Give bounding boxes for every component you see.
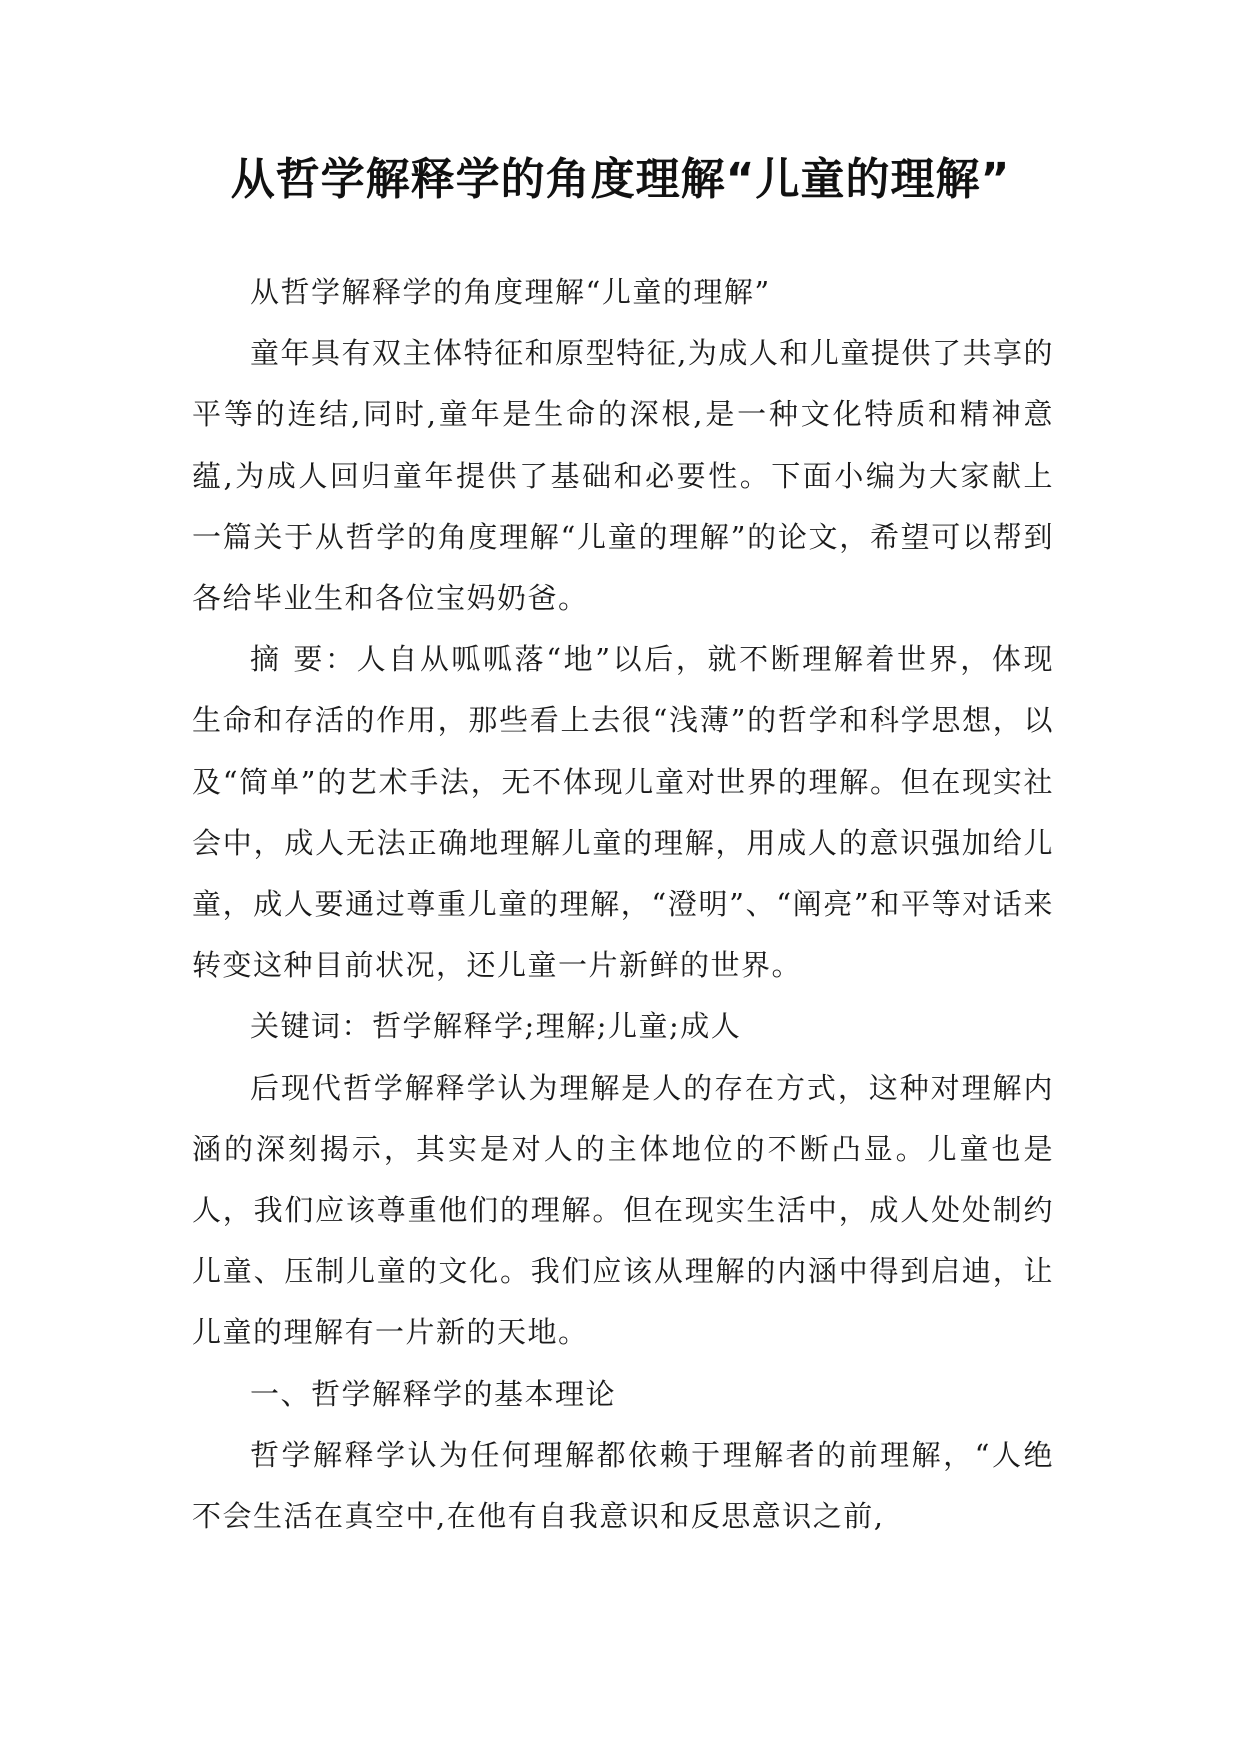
paragraph-keywords: 关键词：哲学解释学;理解;儿童;成人 — [250, 1009, 742, 1044]
document-body — [192, 262, 1054, 1547]
paragraph-body-2: 哲学解释学认为任何理解都依赖于理解者的前理解，“人绝不会生活在真空中,在他有自我意识和反思意识之前, — [192, 1437, 1054, 1534]
paragraph-body-1: 后现代哲学解释学认为理解是人的存在方式，这种对理解内涵的深刻揭示，其实是对人的主体地位的不断凸显。儿童也是人，我们应该尊重他们的理解。但在现实生活中，成人处处制约儿童、压制儿童的文化。我们应该从理解的内涵中得到启迪，让儿童的理解有一片新的天地。 — [192, 1070, 1054, 1350]
paragraph-heading-repeat: 从哲学解释学的角度理解“儿童的理解” — [250, 275, 771, 309]
document-title: 从哲学解释学的角度理解“儿童的理解” — [230, 154, 1011, 205]
section-heading-1: 一、哲学解释学的基本理论 — [250, 1376, 617, 1411]
paragraph-abstract: 摘 要：人自从呱呱落“地”以后，就不断理解着世界，体现生命和存活的作用，那些看上去很“浅薄”的哲学和科学思想，以及“简单”的艺术手法，无不体现儿童对世界的理解。但在现实社会中，成人无法正确地理解儿童的理解，用成人的意识强加给儿童，成人要通过尊重儿童的理解，“澄明”、“阐亮”和平等对话来转变这种目前状况，还儿童一片新鲜的世界。 — [192, 642, 1054, 983]
paragraph-intro: 童年具有双主体特征和原型特征,为成人和儿童提供了共享的平等的连结,同时,童年是生命的深根,是一种文化特质和精神意蕴,为成人回归童年提供了基础和必要性。下面小编为大家献上一篇关于从哲学的角度理解“儿童的理解”的论文，希望可以帮到各给毕业生和各位宝妈奶爸。 — [192, 336, 1054, 616]
